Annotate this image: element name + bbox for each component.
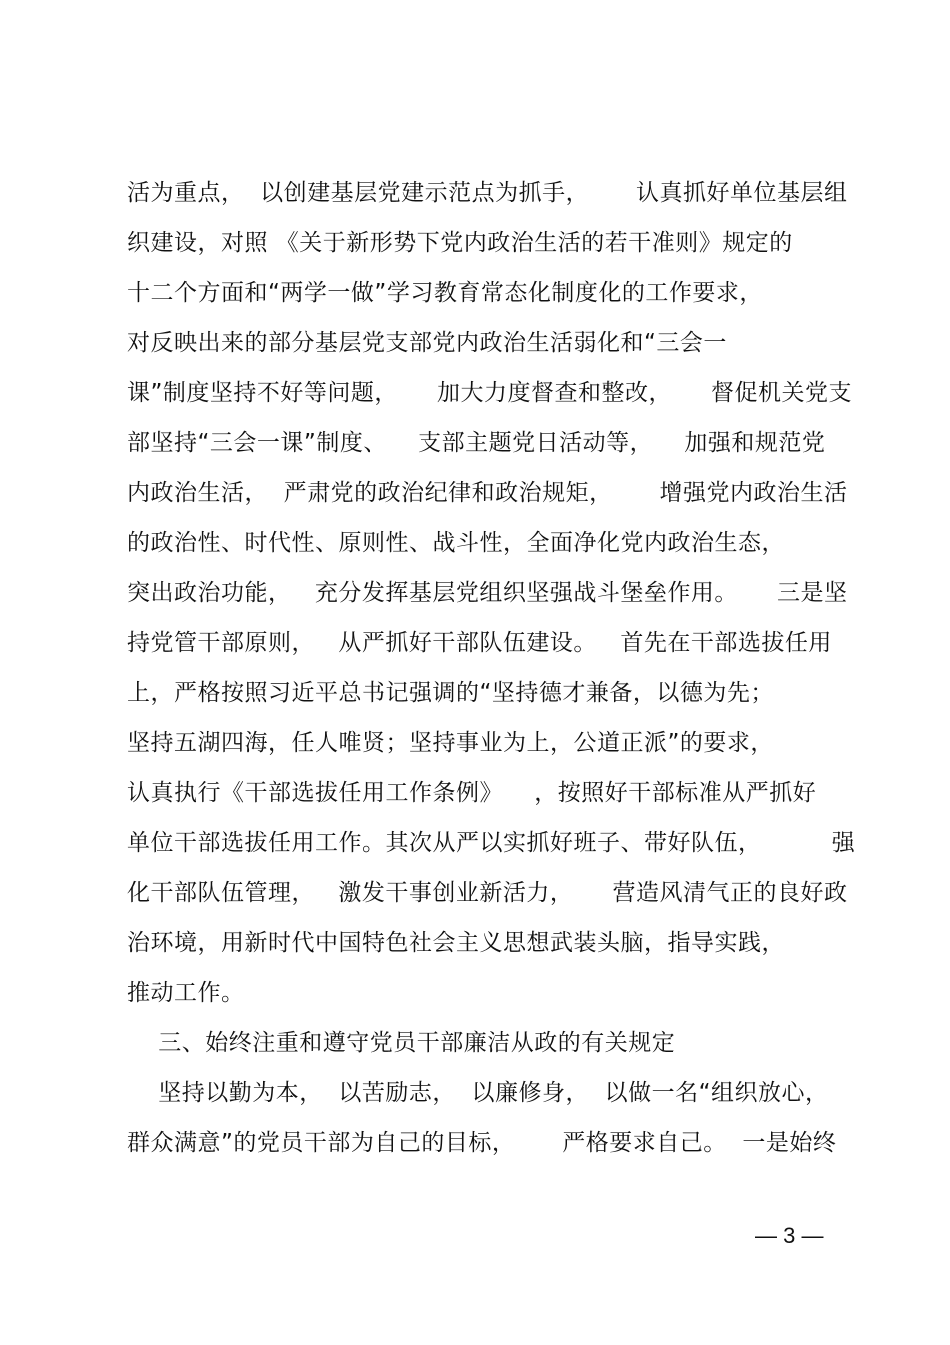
body-text-line: 单位干部选拔任用工作。其次从严以实抓好班子、带好队伍， 强	[127, 830, 856, 856]
body-text-line: 活为重点， 以创建基层党建示范点为抓手， 认真抓好单位基层组	[127, 180, 848, 206]
body-text-line: 内政治生活， 严肃党的政治纪律和政治规矩， 增强党内政治生活	[127, 480, 848, 506]
body-text-line: 群众满意”的党员干部为自己的目标， 严格要求自己。 一是始终	[127, 1130, 837, 1156]
body-text-line: 上，严格按照习近平总书记强调的“坚持德才兼备，以德为先；	[127, 680, 774, 706]
body-text-line: 的政治性、时代性、原则性、战斗性，全面净化党内政治生态，	[127, 530, 785, 556]
body-text-line: 认真执行《干部选拔任用工作条例》 ，按照好干部标准从严抓好	[127, 780, 817, 806]
body-text-line: 部坚持“三会一课”制度、 支部主题党日活动等， 加强和规范党	[127, 430, 826, 456]
page-number: — 3 —	[755, 1223, 824, 1248]
body-text-line: 织建设，对照 《关于新形势下党内政治生活的若干准则》规定的	[127, 230, 793, 256]
body-text-line: 化干部队伍管理， 激发干事创业新活力， 营造风清气正的良好政	[127, 880, 848, 906]
body-text-line: 突出政治功能， 充分发挥基层党组织坚强战斗堡垒作用。 三是坚	[127, 580, 848, 606]
body-text-line: 治环境，用新时代中国特色社会主义思想武装头脑，指导实践，	[127, 930, 785, 956]
body-text-line: 坚持以勤为本， 以苦励志， 以廉修身， 以做一名“组织放心，	[127, 1080, 829, 1106]
section-heading: 三、始终注重和遵守党员干部廉洁从政的有关规定	[127, 1030, 676, 1056]
body-text-line: 十二个方面和“两学一做”学习教育常态化制度化的工作要求，	[127, 280, 763, 306]
body-text-line: 坚持五湖四海，任人唯贤；坚持事业为上，公道正派”的要求，	[127, 730, 774, 756]
body-text-line: 推动工作。	[127, 980, 245, 1006]
body-text-line: 对反映出来的部分基层党支部党内政治生活弱化和“三会一	[127, 330, 727, 356]
body-text-line: 持党管干部原则， 从严抓好干部队伍建设。 首先在干部选拔任用	[127, 630, 832, 656]
body-text-line: 课”制度坚持不好等问题， 加大力度督查和整改， 督促机关党支	[127, 380, 853, 406]
